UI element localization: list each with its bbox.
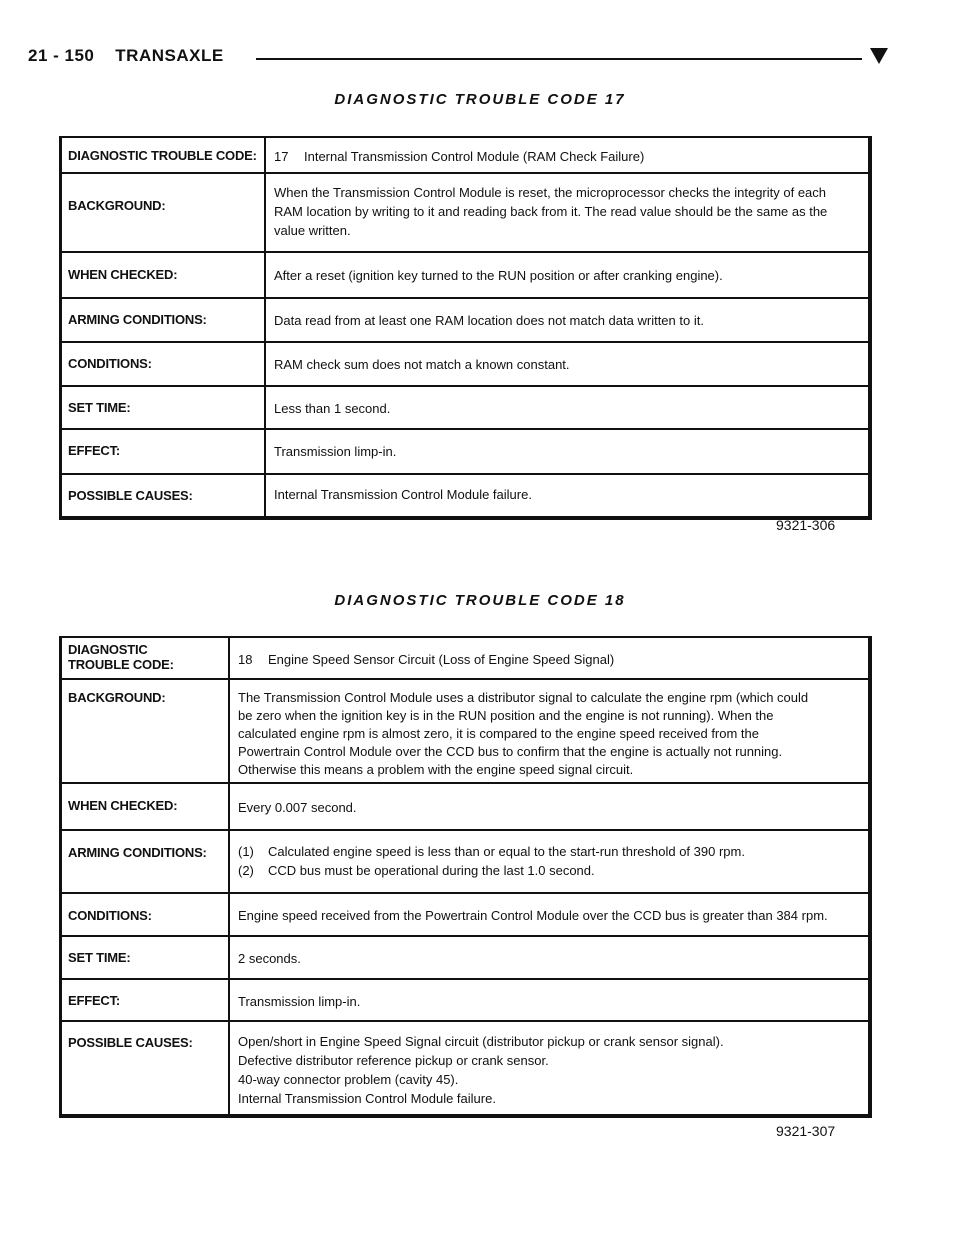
row-label — [62, 638, 230, 678]
header-rule — [256, 58, 862, 60]
dtc17-title: DIAGNOSTIC TROUBLE CODE 17 — [334, 91, 626, 108]
value-line: The Transmission Control Module uses a distributor signal to calculate the engine rpm (which could — [238, 690, 809, 705]
value-line: calculated engine rpm is almost zero, it is compared to the engine speed received from the — [238, 726, 759, 741]
row-label: CONDITIONS: — [62, 343, 266, 385]
value-line — [238, 842, 860, 861]
row-label: BACKGROUND: — [62, 680, 230, 782]
row-label: POSSIBLE CAUSES: — [62, 475, 266, 516]
row-label: EFFECT: — [62, 980, 230, 1020]
table-row — [62, 678, 868, 782]
table-row — [62, 892, 868, 935]
table-row — [62, 428, 868, 473]
table-row — [62, 138, 868, 172]
table-row — [62, 1020, 868, 1114]
value-line: Internal Transmission Control Module failure. — [238, 1091, 496, 1106]
triangle-icon — [870, 48, 888, 64]
row-label: WHEN CHECKED: — [62, 253, 266, 297]
dtc17-table — [59, 136, 872, 520]
value-line: Otherwise this means a problem with the engine speed signal circuit. — [238, 762, 634, 777]
row-value — [266, 253, 868, 297]
value-line: value written. — [274, 223, 351, 238]
row-label: CONDITIONS: — [62, 894, 230, 935]
figure-number: 9321-306 — [776, 517, 836, 533]
value-line: RAM check sum does not match a known constant. — [274, 357, 570, 372]
table-row — [62, 829, 868, 892]
value-line: Transmission limp-in. — [238, 994, 361, 1009]
row-label: ARMING CONDITIONS: — [62, 831, 230, 892]
row-label: DIAGNOSTIC TROUBLE CODE: — [62, 138, 266, 172]
page-header-text — [28, 46, 224, 66]
table-row — [62, 638, 868, 678]
row-label: SET TIME: — [62, 937, 230, 978]
value-line: be zero when the ignition key is in the RUN position and the engine is not running). When the — [238, 708, 774, 723]
row-value — [266, 174, 868, 251]
value-line: Powertrain Control Module over the CCD bus to confirm that the engine is actually not running. — [238, 744, 783, 759]
value-line: Transmission limp-in. — [274, 444, 397, 459]
row-value — [230, 937, 868, 978]
value-line: Internal Transmission Control Module failure. — [274, 487, 532, 502]
row-label: BACKGROUND: — [62, 174, 266, 251]
list-text: CCD bus must be operational during the last 1.0 second. — [268, 863, 595, 878]
figure-number: 9321-307 — [776, 1123, 836, 1139]
code-description: Engine Speed Sensor Circuit (Loss of Engine Speed Signal) — [268, 652, 615, 667]
code-number: 17 — [274, 149, 289, 164]
list-number: (2) — [238, 863, 254, 878]
row-label: POSSIBLE CAUSES: — [62, 1022, 230, 1114]
table-row — [62, 385, 868, 428]
value-line: RAM location by writing to it and reading back from it. The read value should be the same as the — [274, 204, 828, 219]
table-row — [62, 172, 868, 251]
row-label: EFFECT: — [62, 430, 266, 473]
value-line: Less than 1 second. — [274, 401, 391, 416]
row-label: WHEN CHECKED: — [62, 784, 230, 829]
value-line: 2 seconds. — [238, 951, 301, 966]
row-value — [230, 831, 868, 892]
row-value — [230, 894, 868, 935]
value-line: After a reset (ignition key turned to the RUN position or after cranking engine). — [274, 268, 723, 283]
code-description: Internal Transmission Control Module (RAM Check Failure) — [304, 149, 645, 164]
row-label: SET TIME: — [62, 387, 266, 428]
page-header — [28, 44, 888, 74]
row-value — [266, 430, 868, 473]
page-number: 21 - 150 — [28, 46, 95, 65]
row-value — [230, 680, 868, 782]
value-line: When the Transmission Control Module is reset, the microprocessor checks the integrity of each — [274, 185, 827, 200]
value-line — [238, 861, 860, 880]
value-line: 40-way connector problem (cavity 45). — [238, 1072, 459, 1087]
dtc18-table — [59, 636, 872, 1118]
value-line: Open/short in Engine Speed Signal circuit (distributor pickup or crank sensor signal). — [238, 1034, 724, 1049]
row-value — [266, 299, 868, 341]
row-value — [230, 784, 868, 829]
list-text: Calculated engine speed is less than or equal to the start-run threshold of 390 rpm. — [268, 844, 745, 859]
row-value — [266, 138, 868, 172]
row-value — [230, 980, 868, 1020]
value-line: Defective distributor reference pickup or crank sensor. — [238, 1053, 549, 1068]
value-line: Engine speed received from the Powertrain Control Module over the CCD bus is greater than 384 rpm. — [238, 908, 828, 923]
value-line: Every 0.007 second. — [238, 800, 357, 815]
dtc18-title: DIAGNOSTIC TROUBLE CODE 18 — [334, 592, 626, 609]
code-number: 18 — [238, 652, 253, 667]
table-row — [62, 251, 868, 297]
table-row — [62, 341, 868, 385]
table-row — [62, 782, 868, 829]
section-name: TRANSAXLE — [115, 46, 224, 65]
table-row — [62, 935, 868, 978]
value-line: Data read from at least one RAM location does not match data written to it. — [274, 313, 704, 328]
row-value — [266, 387, 868, 428]
row-label-text: DIAGNOSTIC TROUBLE CODE: — [68, 642, 174, 672]
row-label: ARMING CONDITIONS: — [62, 299, 266, 341]
row-value — [230, 638, 868, 678]
list-number: (1) — [238, 844, 254, 859]
table-row — [62, 978, 868, 1020]
table-row — [62, 473, 868, 516]
table-row — [62, 297, 868, 341]
row-value — [266, 475, 868, 516]
row-value — [266, 343, 868, 385]
row-value — [230, 1022, 868, 1114]
